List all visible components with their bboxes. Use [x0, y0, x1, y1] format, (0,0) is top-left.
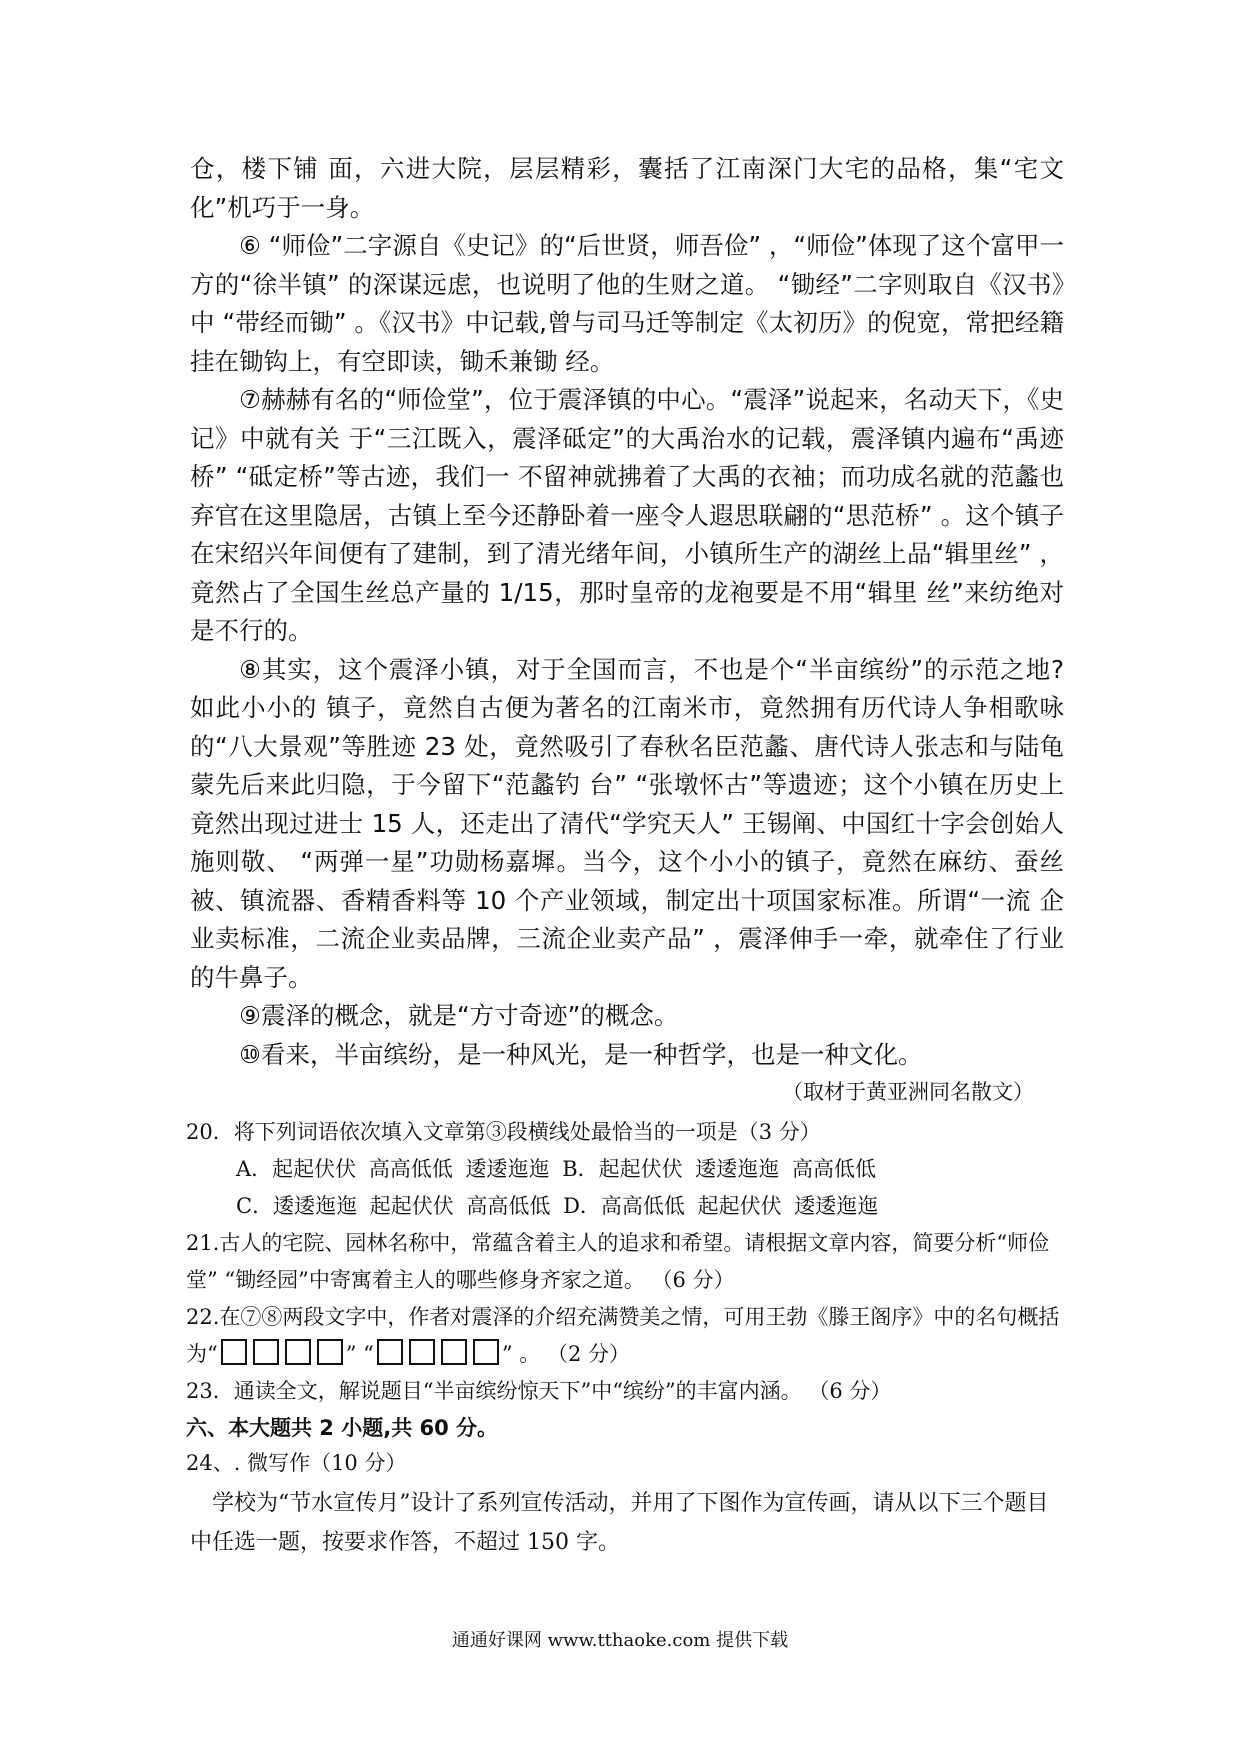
article-paragraph-5-tail: 仓，楼下铺 面，六进大院，层层精彩，囊括了江南深门大宅的品格，集“宅文化”机巧于一身。 — [190, 154, 1064, 222]
question-22-text-b: ” “ — [345, 1342, 374, 1366]
article-source: （取材于黄亚洲同名散文） — [782, 1080, 1034, 1104]
article-paragraph-6: ⑥ “师俭”二字源自《史记》的“后世贤，师吾俭” ，“师俭”体现了这个富甲一方的“徐半镇” 的深谋远虑，也说明了他的生财之道。 “锄经”二字则取自《汉书》中 “带经而锄” 。《汉书》中记载,曾与司马迁等制定《太初历》的倪宽，常把经籍挂在锄钩上，有空即读，锄禾兼锄 经。 — [190, 231, 1064, 376]
question-22-text-a: 22.在⑦⑧两段文字中，作者对震泽的介绍充满赞美之情，可用王勃《滕王阁序》中的名句概括为“ — [186, 1305, 1060, 1366]
question-22 — [186, 1299, 1064, 1373]
section-6-title: 六、本大题共 2 小题,共 60 分。 — [186, 1416, 499, 1440]
answer-box — [253, 1339, 279, 1365]
question-23: 23．通读全文，解说题目“半亩缤纷惊天下”中“缤纷”的丰富内涵。 （6 分） — [186, 1379, 892, 1403]
answer-box — [377, 1339, 403, 1365]
article-paragraph-9: ⑨震泽的概念，就是“方寸奇迹”的概念。 — [239, 1001, 679, 1030]
question-22-text-c: ” 。 （2 分） — [501, 1342, 631, 1366]
question-21: 21.古人的宅院、园林名称中，常蕴含着主人的追求和希望。请根据文章内容，简要分析“师俭堂” “锄经园”中寄寓着主人的哪些修身齐家之道。 （6 分） — [186, 1231, 1050, 1292]
answer-box — [473, 1339, 499, 1365]
answer-box — [221, 1339, 247, 1365]
question-20-options-cd: C．逶逶迤迤 起起伏伏 高高低低 D．高高低低 起起伏伏 逶逶迤迤 — [236, 1194, 879, 1218]
question-24: 24、. 微写作（10 分） — [186, 1451, 407, 1475]
question-20: 20．将下列词语依次填入文章第③段横线处最恰当的一项是（3 分） — [186, 1120, 821, 1144]
answer-box — [441, 1339, 467, 1365]
answer-box — [409, 1339, 435, 1365]
question-20-options-ab: A．起起伏伏 高高低低 逶逶迤迤 B．起起伏伏 逶逶迤迤 高高低低 — [236, 1157, 876, 1181]
answer-box — [317, 1339, 343, 1365]
page-footer: 通通好课网 www.tthaoke.com 提供下载 — [451, 1630, 789, 1651]
article-paragraph-8: ⑧其实，这个震泽小镇，对于全国而言，不也是个“半亩缤纷”的示范之地? 如此小小的 镇子，竟然自古便为著名的江南米市，竟然拥有历代诗人争相歌咏的“八大景观”等胜迹 23 处，竟然吸引了春秋名臣范蠡、唐代诗人张志和与陆龟蒙先后来此归隐，于今留下“范蠡钓 台” “张墩怀古”等遗迹；这个小镇在历史上竟然出现过进士 15 人，还走出了清代“学究天人” 王锡阐、中国红十字会创始人施则敬、 “两弹一星”功勋杨嘉墀。当今，这个小小的镇子，竟然在麻纺、蚕丝被、镇流器、香精香料等 10 个产业领域，制定出十项国家标准。所谓“一流 企业卖标准，二流企业卖品牌，三流企业卖产品” ，震泽伸手一牵，就牵住了行业的牛鼻子。 — [190, 654, 1064, 992]
article-paragraph-7: ⑦赫赫有名的“师俭堂”，位于震泽镇的中心。“震泽”说起来，名动天下，《史记》中就有关 于“三江既入，震泽砥定”的大禹治水的记载，震泽镇内遍布“禹迹桥” “砥定桥”等古迹，我们一 不留神就拂着了大禹的衣袖；而功成名就的范蠡也弃官在这里隐居，古镇上至今还静卧着一座令人遐思联翩的“思范桥” 。这个镇子在宋绍兴年间便有了建制，到了清光绪年间，小镇所生产的湖丝上品“辑里丝” ，竟然占了全国生丝总产量的 1/15，那时皇帝的龙袍要是不用“辑里 丝”来纺绝对是不行的。 — [190, 385, 1064, 645]
article-paragraph-10: ⑩看来，半亩缤纷，是一种风光，是一种哲学，也是一种文化。 — [239, 1039, 923, 1069]
question-24-body: 学校为“节水宣传月”设计了系列宣传活动，并用了下图作为宣传画，请从以下三个题目中任选一题，按要求作答，不超过 150 字。 — [190, 1491, 1049, 1555]
answer-box — [285, 1339, 311, 1365]
